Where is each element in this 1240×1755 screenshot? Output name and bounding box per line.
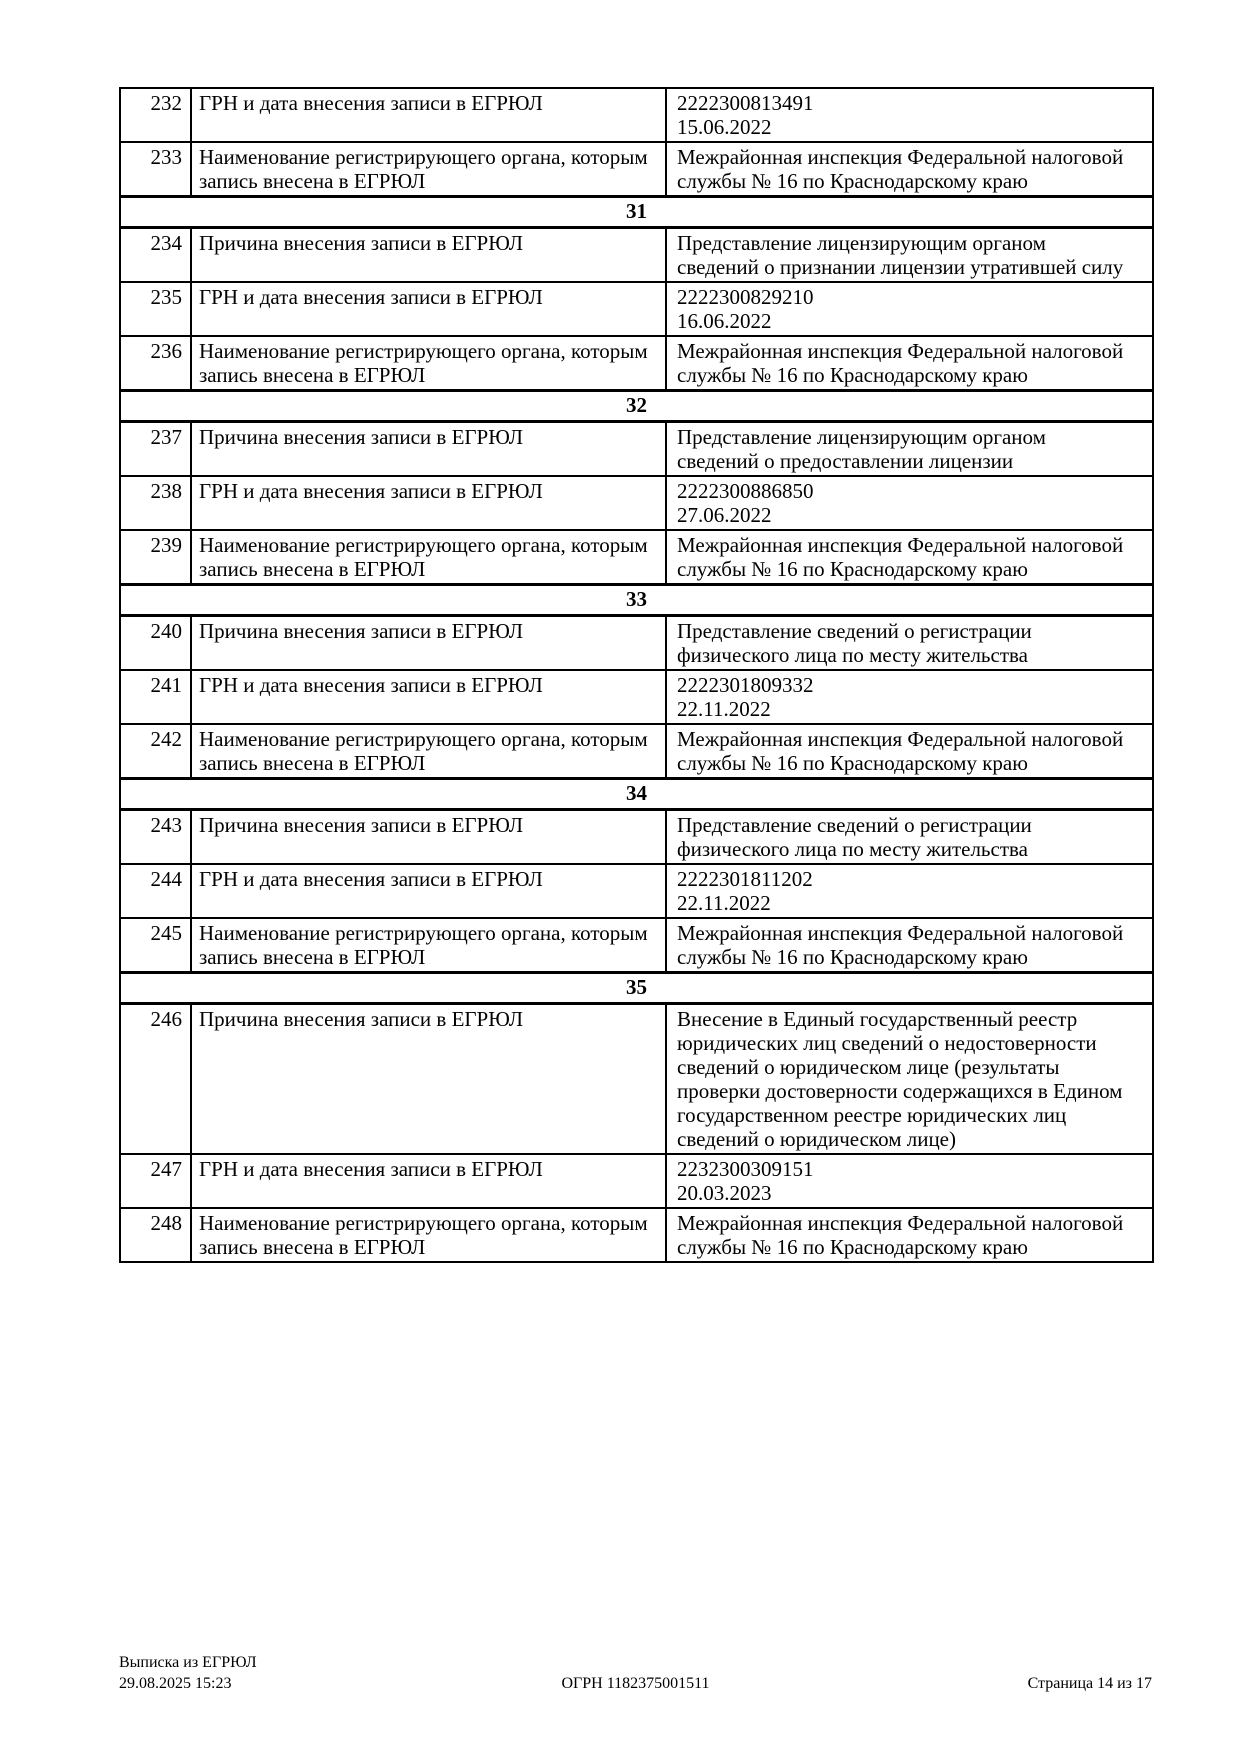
- value-line: 15.06.2022: [677, 115, 772, 139]
- field-value-cell: [666, 336, 1153, 391]
- field-label-cell: Причина внесения записи в ЕГРЮЛ: [191, 810, 666, 865]
- field-label-cell: Наименование регистрирующего органа, которым запись внесена в ЕГРЮЛ: [191, 142, 666, 197]
- field-value-cell: [666, 1004, 1153, 1155]
- row-number-cell: 244: [120, 864, 191, 918]
- value-line: Представление лицензирующим органом сведений о признании лицензии утратившей силу: [677, 231, 1124, 279]
- field-label-cell: Наименование регистрирующего органа, которым запись внесена в ЕГРЮЛ: [191, 1208, 666, 1262]
- row-number-cell: 246: [120, 1004, 191, 1155]
- value-line: Межрайонная инспекция Федеральной налоговой службы № 16 по Краснодарскому краю: [677, 145, 1124, 193]
- field-value-cell: [666, 810, 1153, 865]
- value-line: Межрайонная инспекция Федеральной налоговой службы № 16 по Краснодарскому краю: [677, 727, 1124, 775]
- field-value-cell: [666, 1154, 1153, 1208]
- section-number-cell: 34: [120, 779, 1153, 810]
- table-row: [120, 88, 1153, 142]
- field-value-cell: [666, 864, 1153, 918]
- field-label-cell: Наименование регистрирующего органа, которым запись внесена в ЕГРЮЛ: [191, 530, 666, 585]
- value-line: 2222300829210: [677, 285, 814, 309]
- table-row: [120, 530, 1153, 585]
- table-row: [120, 228, 1153, 283]
- field-label-cell: Причина внесения записи в ЕГРЮЛ: [191, 1004, 666, 1155]
- field-label-cell: Причина внесения записи в ЕГРЮЛ: [191, 616, 666, 671]
- table-row: [120, 616, 1153, 671]
- row-number-cell: 235: [120, 282, 191, 336]
- egrul-records-table: [119, 87, 1154, 1263]
- section-header-row: [120, 973, 1153, 1004]
- row-number-cell: 239: [120, 530, 191, 585]
- field-value-cell: [666, 724, 1153, 779]
- row-number-cell: 238: [120, 476, 191, 530]
- row-number-cell: 243: [120, 810, 191, 865]
- value-line: 22.11.2022: [677, 891, 771, 915]
- table-row: [120, 670, 1153, 724]
- field-value-cell: [666, 530, 1153, 585]
- row-number-cell: 242: [120, 724, 191, 779]
- field-value-cell: [666, 228, 1153, 283]
- section-header-row: [120, 391, 1153, 422]
- field-label-cell: Наименование регистрирующего органа, которым запись внесена в ЕГРЮЛ: [191, 336, 666, 391]
- row-number-cell: 245: [120, 918, 191, 973]
- table-row: [120, 1004, 1153, 1155]
- value-line: 20.03.2023: [677, 1181, 772, 1205]
- value-line: Представление сведений о регистрации физического лица по месту жительства: [677, 813, 1032, 861]
- row-number-cell: 240: [120, 616, 191, 671]
- value-line: 2222300886850: [677, 479, 814, 503]
- row-number-cell: 234: [120, 228, 191, 283]
- section-header-row: [120, 585, 1153, 616]
- value-line: 2222300813491: [677, 91, 814, 115]
- section-header-row: [120, 197, 1153, 228]
- value-line: 27.06.2022: [677, 503, 772, 527]
- field-value-cell: [666, 670, 1153, 724]
- footer-page-number: Страница 14 из 17: [1027, 1675, 1152, 1692]
- field-value-cell: [666, 616, 1153, 671]
- field-label-cell: ГРН и дата внесения записи в ЕГРЮЛ: [191, 476, 666, 530]
- row-number-cell: 232: [120, 88, 191, 142]
- row-number-cell: 248: [120, 1208, 191, 1262]
- field-label-cell: ГРН и дата внесения записи в ЕГРЮЛ: [191, 88, 666, 142]
- field-label-cell: ГРН и дата внесения записи в ЕГРЮЛ: [191, 282, 666, 336]
- value-line: 2222301811202: [677, 867, 813, 891]
- field-value-cell: [666, 476, 1153, 530]
- table-row: [120, 810, 1153, 865]
- footer-datetime: 29.08.2025 15:23: [119, 1675, 232, 1692]
- field-label-cell: Причина внесения записи в ЕГРЮЛ: [191, 228, 666, 283]
- table-row: [120, 476, 1153, 530]
- field-label-cell: Наименование регистрирующего органа, которым запись внесена в ЕГРЮЛ: [191, 724, 666, 779]
- field-value-cell: [666, 282, 1153, 336]
- value-line: 22.11.2022: [677, 697, 771, 721]
- section-number-cell: 31: [120, 197, 1153, 228]
- table-row: [120, 1208, 1153, 1262]
- table-row: [120, 864, 1153, 918]
- row-number-cell: 241: [120, 670, 191, 724]
- value-line: 2232300309151: [677, 1157, 814, 1181]
- field-value-cell: [666, 422, 1153, 477]
- table-row: [120, 422, 1153, 477]
- table-row: [120, 282, 1153, 336]
- value-line: 16.06.2022: [677, 309, 772, 333]
- field-label-cell: Причина внесения записи в ЕГРЮЛ: [191, 422, 666, 477]
- field-label-cell: Наименование регистрирующего органа, которым запись внесена в ЕГРЮЛ: [191, 918, 666, 973]
- footer-ogrn: ОГРН 1182375001511: [561, 1675, 710, 1692]
- field-label-cell: ГРН и дата внесения записи в ЕГРЮЛ: [191, 1154, 666, 1208]
- footer-doc-type: Выписка из ЕГРЮЛ: [119, 1654, 257, 1671]
- footer-doc-info: [119, 1652, 257, 1694]
- row-number-cell: 247: [120, 1154, 191, 1208]
- value-line: Межрайонная инспекция Федеральной налоговой службы № 16 по Краснодарскому краю: [677, 533, 1124, 581]
- section-number-cell: 32: [120, 391, 1153, 422]
- egrul-records-body: [120, 88, 1153, 1262]
- row-number-cell: 237: [120, 422, 191, 477]
- value-line: Межрайонная инспекция Федеральной налоговой службы № 16 по Краснодарскому краю: [677, 339, 1124, 387]
- field-value-cell: [666, 142, 1153, 197]
- field-value-cell: [666, 88, 1153, 142]
- page-footer: [119, 1652, 1152, 1694]
- value-line: Внесение в Единый государственный реестр юридических лиц сведений о недостоверности сведений о юридическом лице (результаты проверки достоверности содержащихся в Едином государственном реестре юридических лиц сведений о юридическом лице): [677, 1007, 1123, 1151]
- field-label-cell: ГРН и дата внесения записи в ЕГРЮЛ: [191, 864, 666, 918]
- table-row: [120, 1154, 1153, 1208]
- field-value-cell: [666, 1208, 1153, 1262]
- value-line: Представление сведений о регистрации физического лица по месту жительства: [677, 619, 1032, 667]
- value-line: Представление лицензирующим органом сведений о предоставлении лицензии: [677, 425, 1046, 473]
- table-row: [120, 918, 1153, 973]
- section-number-cell: 35: [120, 973, 1153, 1004]
- table-row: [120, 336, 1153, 391]
- row-number-cell: 236: [120, 336, 191, 391]
- section-header-row: [120, 779, 1153, 810]
- field-value-cell: [666, 918, 1153, 973]
- field-label-cell: ГРН и дата внесения записи в ЕГРЮЛ: [191, 670, 666, 724]
- row-number-cell: 233: [120, 142, 191, 197]
- value-line: Межрайонная инспекция Федеральной налоговой службы № 16 по Краснодарскому краю: [677, 1211, 1124, 1259]
- table-row: [120, 142, 1153, 197]
- table-row: [120, 724, 1153, 779]
- value-line: Межрайонная инспекция Федеральной налоговой службы № 16 по Краснодарскому краю: [677, 921, 1124, 969]
- value-line: 2222301809332: [677, 673, 814, 697]
- section-number-cell: 33: [120, 585, 1153, 616]
